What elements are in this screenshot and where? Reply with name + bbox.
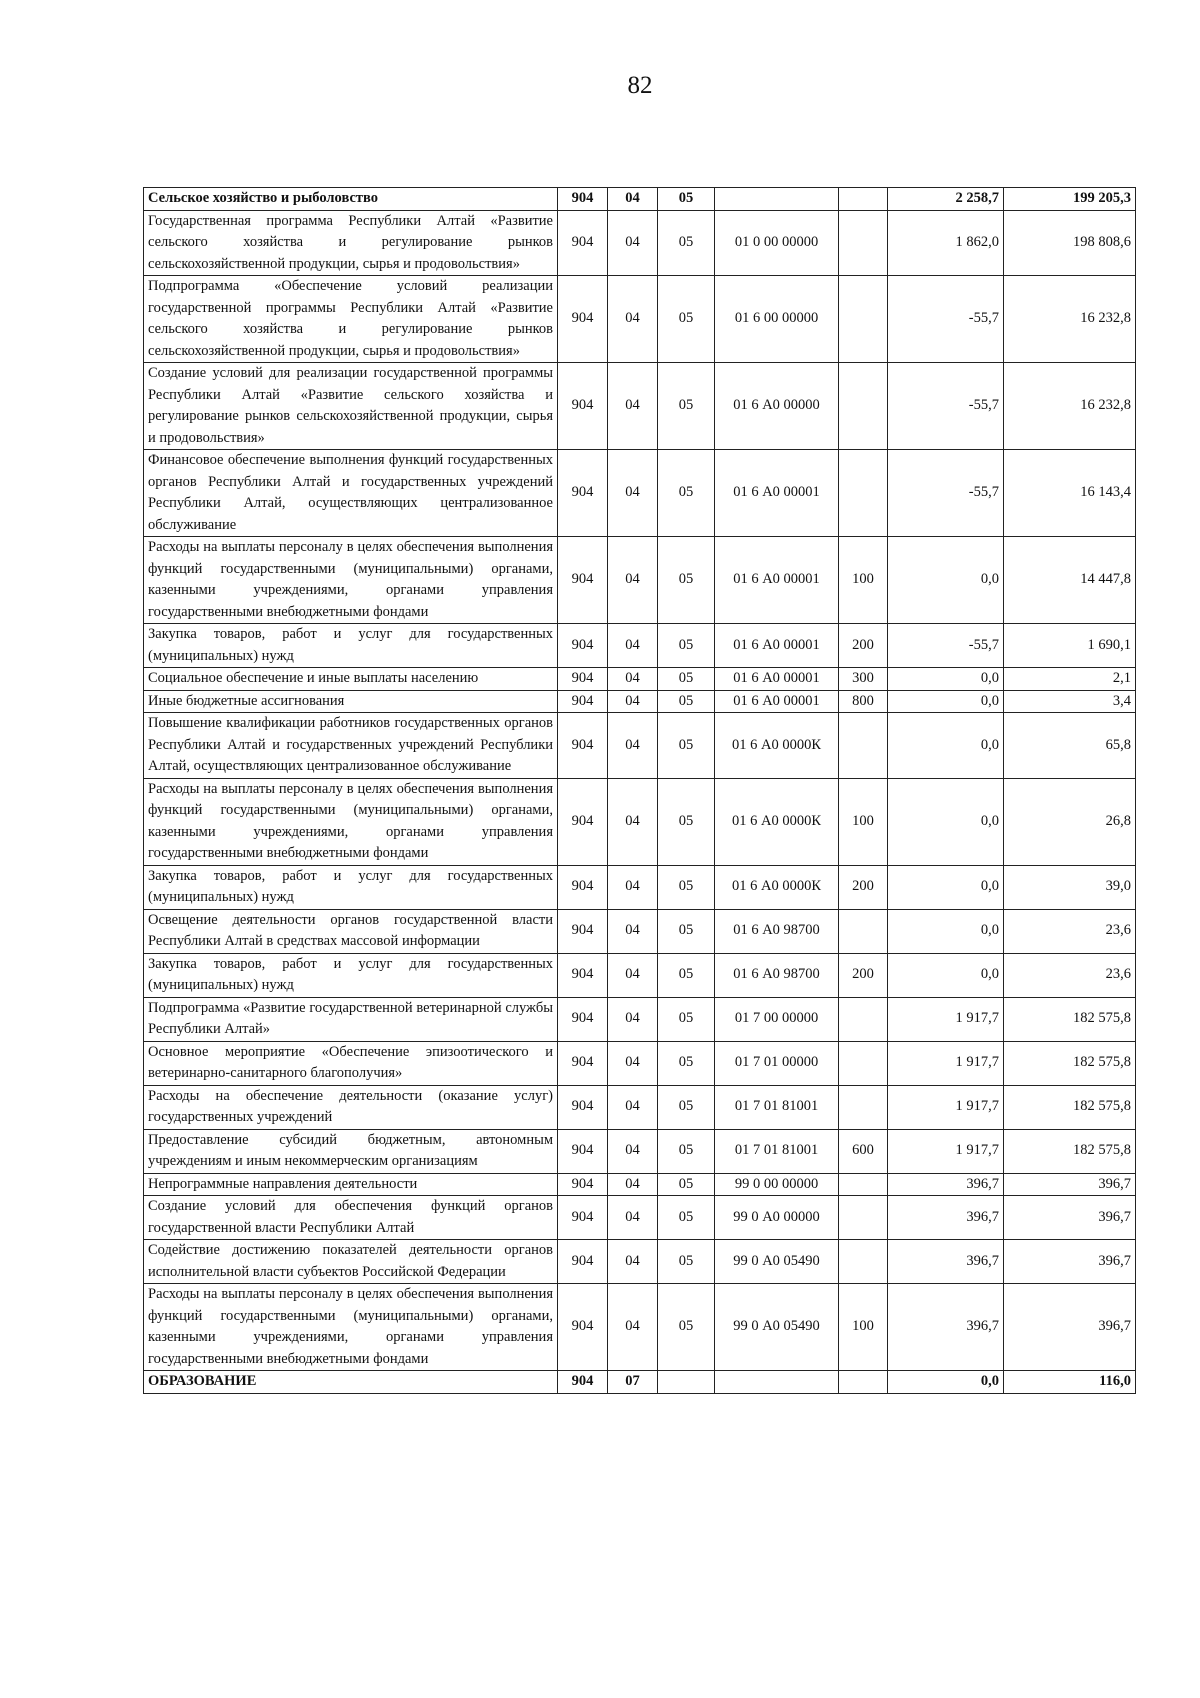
subsection-code: [658, 1371, 715, 1394]
ved-code: 904: [558, 450, 608, 537]
subsection-code: 05: [658, 1240, 715, 1284]
amount-total: 198 808,6: [1004, 210, 1136, 276]
amount-change: 1 917,7: [888, 997, 1004, 1041]
target-article-code: 01 6 А0 00001: [715, 450, 839, 537]
table-row: [144, 276, 1136, 363]
subsection-code: 05: [658, 450, 715, 537]
amount-total: 396,7: [1004, 1196, 1136, 1240]
amount-total: 26,8: [1004, 778, 1136, 865]
amount-total: 116,0: [1004, 1371, 1136, 1394]
ved-code: 904: [558, 668, 608, 691]
amount-total: 23,6: [1004, 909, 1136, 953]
amount-change: 0,0: [888, 668, 1004, 691]
amount-total: 199 205,3: [1004, 188, 1136, 211]
section-code: 04: [608, 1173, 658, 1196]
table-row: [144, 188, 1136, 211]
amount-change: 0,0: [888, 537, 1004, 624]
subsection-code: 05: [658, 865, 715, 909]
ved-code: 904: [558, 778, 608, 865]
ved-code: 904: [558, 953, 608, 997]
expense-type-code: 100: [839, 1284, 888, 1371]
section-code: 04: [608, 1196, 658, 1240]
target-article-code: 01 6 А0 00001: [715, 624, 839, 668]
budget-table: [143, 187, 1136, 1394]
subsection-code: 05: [658, 1129, 715, 1173]
subsection-code: 05: [658, 1041, 715, 1085]
ved-code: 904: [558, 1129, 608, 1173]
row-name: Создание условий для реализации государственной программы Республики Алтай «Развитие сельского хозяйства и регулирование рынков сельскохозяйственной продукции, сырья и продовольствия»: [144, 363, 558, 450]
subsection-code: 05: [658, 188, 715, 211]
section-code: 04: [608, 1240, 658, 1284]
row-name: Расходы на выплаты персоналу в целях обеспечения выполнения функций государственными (муниципальными) органами, казенными учреждениями, органами управления государственными внебюджетными фондами: [144, 1284, 558, 1371]
subsection-code: 05: [658, 778, 715, 865]
table-row: [144, 1371, 1136, 1394]
amount-change: 1 917,7: [888, 1129, 1004, 1173]
table-row: [144, 537, 1136, 624]
section-code: 04: [608, 909, 658, 953]
table-row: [144, 1196, 1136, 1240]
ved-code: 904: [558, 210, 608, 276]
row-name: Иные бюджетные ассигнования: [144, 690, 558, 713]
expense-type-code: [839, 713, 888, 779]
page-number: 82: [627, 72, 653, 99]
expense-type-code: 100: [839, 537, 888, 624]
ved-code: 904: [558, 865, 608, 909]
target-article-code: 01 7 01 81001: [715, 1129, 839, 1173]
amount-change: 396,7: [888, 1196, 1004, 1240]
section-code: 04: [608, 450, 658, 537]
amount-total: 14 447,8: [1004, 537, 1136, 624]
table-row: [144, 713, 1136, 779]
target-article-code: 99 0 А0 05490: [715, 1284, 839, 1371]
amount-total: 182 575,8: [1004, 997, 1136, 1041]
amount-total: 396,7: [1004, 1173, 1136, 1196]
target-article-code: 01 6 А0 00001: [715, 690, 839, 713]
subsection-code: 05: [658, 997, 715, 1041]
row-name: Закупка товаров, работ и услуг для государственных (муниципальных) нужд: [144, 865, 558, 909]
ved-code: 904: [558, 276, 608, 363]
amount-change: 0,0: [888, 713, 1004, 779]
row-name: Основное мероприятие «Обеспечение эпизоотического и ветеринарно-санитарного благополучия»: [144, 1041, 558, 1085]
subsection-code: 05: [658, 363, 715, 450]
expense-type-code: 200: [839, 865, 888, 909]
expense-type-code: [839, 210, 888, 276]
ved-code: 904: [558, 1371, 608, 1394]
expense-type-code: 100: [839, 778, 888, 865]
amount-change: 0,0: [888, 865, 1004, 909]
target-article-code: [715, 188, 839, 211]
target-article-code: 01 6 А0 00001: [715, 668, 839, 691]
amount-change: 396,7: [888, 1240, 1004, 1284]
amount-total: 1 690,1: [1004, 624, 1136, 668]
table-row: [144, 624, 1136, 668]
amount-change: 0,0: [888, 953, 1004, 997]
row-name: Содействие достижению показателей деятельности органов исполнительной власти субъектов Российской Федерации: [144, 1240, 558, 1284]
table-row: [144, 997, 1136, 1041]
ved-code: 904: [558, 690, 608, 713]
row-name: Закупка товаров, работ и услуг для государственных (муниципальных) нужд: [144, 624, 558, 668]
amount-total: 182 575,8: [1004, 1041, 1136, 1085]
table-row: [144, 690, 1136, 713]
amount-total: 182 575,8: [1004, 1129, 1136, 1173]
table-row: [144, 1129, 1136, 1173]
expense-type-code: 600: [839, 1129, 888, 1173]
row-name: Государственная программа Республики Алтай «Развитие сельского хозяйства и регулирование рынков сельскохозяйственной продукции, сырья и продовольствия»: [144, 210, 558, 276]
amount-change: 0,0: [888, 690, 1004, 713]
section-code: 04: [608, 1129, 658, 1173]
expense-type-code: 200: [839, 624, 888, 668]
target-article-code: 01 6 А0 98700: [715, 953, 839, 997]
table-row: [144, 1240, 1136, 1284]
expense-type-code: 800: [839, 690, 888, 713]
amount-change: 1 917,7: [888, 1041, 1004, 1085]
table-row: [144, 1173, 1136, 1196]
section-code: 04: [608, 1284, 658, 1371]
table-row: [144, 865, 1136, 909]
ved-code: 904: [558, 188, 608, 211]
table-row: [144, 210, 1136, 276]
ved-code: 904: [558, 713, 608, 779]
subsection-code: 05: [658, 690, 715, 713]
amount-change: 1 917,7: [888, 1085, 1004, 1129]
amount-total: 16 232,8: [1004, 276, 1136, 363]
table-row: [144, 953, 1136, 997]
row-name: Сельское хозяйство и рыболовство: [144, 188, 558, 211]
amount-change: -55,7: [888, 450, 1004, 537]
amount-change: -55,7: [888, 363, 1004, 450]
target-article-code: 99 0 А0 05490: [715, 1240, 839, 1284]
amount-total: 3,4: [1004, 690, 1136, 713]
subsection-code: 05: [658, 1196, 715, 1240]
expense-type-code: [839, 1041, 888, 1085]
table-row: [144, 1041, 1136, 1085]
subsection-code: 05: [658, 909, 715, 953]
section-code: 04: [608, 953, 658, 997]
amount-total: 396,7: [1004, 1284, 1136, 1371]
target-article-code: 01 0 00 00000: [715, 210, 839, 276]
amount-change: 0,0: [888, 909, 1004, 953]
row-name: Финансовое обеспечение выполнения функций государственных органов Республики Алтай и государственных учреждений Республики Алтай, осуществляющих централизованное обслуживание: [144, 450, 558, 537]
expense-type-code: [839, 1085, 888, 1129]
target-article-code: 01 6 А0 0000К: [715, 865, 839, 909]
section-code: 04: [608, 997, 658, 1041]
table-row: [144, 450, 1136, 537]
amount-change: 0,0: [888, 1371, 1004, 1394]
section-code: 04: [608, 537, 658, 624]
target-article-code: [715, 1371, 839, 1394]
expense-type-code: [839, 1196, 888, 1240]
target-article-code: 01 6 А0 0000К: [715, 778, 839, 865]
amount-total: 16 232,8: [1004, 363, 1136, 450]
table-row: [144, 909, 1136, 953]
ved-code: 904: [558, 997, 608, 1041]
expense-type-code: [839, 450, 888, 537]
section-code: 04: [608, 188, 658, 211]
amount-total: 39,0: [1004, 865, 1136, 909]
ved-code: 904: [558, 1085, 608, 1129]
ved-code: 904: [558, 1173, 608, 1196]
target-article-code: 01 7 00 00000: [715, 997, 839, 1041]
budget-table-body: [144, 188, 1136, 1394]
expense-type-code: 200: [839, 953, 888, 997]
ved-code: 904: [558, 624, 608, 668]
table-row: [144, 668, 1136, 691]
ved-code: 904: [558, 1240, 608, 1284]
amount-total: 396,7: [1004, 1240, 1136, 1284]
subsection-code: 05: [658, 1085, 715, 1129]
expense-type-code: [839, 188, 888, 211]
row-name: Подпрограмма «Обеспечение условий реализации государственной программы Республики Алтай «Развитие сельского хозяйства и регулирование рынков сельскохозяйственной продукции, сырья и продовольствия»: [144, 276, 558, 363]
amount-change: -55,7: [888, 624, 1004, 668]
row-name: Освещение деятельности органов государственной власти Республики Алтай в средствах массовой информации: [144, 909, 558, 953]
section-code: 04: [608, 778, 658, 865]
amount-total: 16 143,4: [1004, 450, 1136, 537]
amount-total: 2,1: [1004, 668, 1136, 691]
row-name: Расходы на обеспечение деятельности (оказание услуг) государственных учреждений: [144, 1085, 558, 1129]
subsection-code: 05: [658, 668, 715, 691]
amount-change: 396,7: [888, 1284, 1004, 1371]
expense-type-code: [839, 1240, 888, 1284]
row-name: Повышение квалификации работников государственных органов Республики Алтай и государственных учреждений Республики Алтай, осуществляющих централизованное обслуживание: [144, 713, 558, 779]
section-code: 07: [608, 1371, 658, 1394]
target-article-code: 01 6 А0 00001: [715, 537, 839, 624]
ved-code: 904: [558, 1041, 608, 1085]
section-code: 04: [608, 276, 658, 363]
section-code: 04: [608, 363, 658, 450]
amount-total: 65,8: [1004, 713, 1136, 779]
amount-change: 0,0: [888, 778, 1004, 865]
section-code: 04: [608, 624, 658, 668]
section-code: 04: [608, 690, 658, 713]
row-name: ОБРАЗОВАНИЕ: [144, 1371, 558, 1394]
ved-code: 904: [558, 1284, 608, 1371]
amount-total: 182 575,8: [1004, 1085, 1136, 1129]
row-name: Создание условий для обеспечения функций органов государственной власти Республики Алтай: [144, 1196, 558, 1240]
subsection-code: 05: [658, 1173, 715, 1196]
subsection-code: 05: [658, 537, 715, 624]
ved-code: 904: [558, 537, 608, 624]
expense-type-code: [839, 276, 888, 363]
amount-change: -55,7: [888, 276, 1004, 363]
target-article-code: 01 7 01 81001: [715, 1085, 839, 1129]
target-article-code: 01 6 А0 0000К: [715, 713, 839, 779]
amount-change: 396,7: [888, 1173, 1004, 1196]
subsection-code: 05: [658, 953, 715, 997]
target-article-code: 01 7 01 00000: [715, 1041, 839, 1085]
row-name: Расходы на выплаты персоналу в целях обеспечения выполнения функций государственными (муниципальными) органами, казенными учреждениями, органами управления государственными внебюджетными фондами: [144, 778, 558, 865]
row-name: Подпрограмма «Развитие государственной ветеринарной службы Республики Алтай»: [144, 997, 558, 1041]
subsection-code: 05: [658, 713, 715, 779]
target-article-code: 99 0 00 00000: [715, 1173, 839, 1196]
section-code: 04: [608, 865, 658, 909]
table-row: [144, 778, 1136, 865]
expense-type-code: [839, 363, 888, 450]
expense-type-code: [839, 997, 888, 1041]
subsection-code: 05: [658, 1284, 715, 1371]
row-name: Социальное обеспечение и иные выплаты населению: [144, 668, 558, 691]
section-code: 04: [608, 668, 658, 691]
expense-type-code: [839, 1371, 888, 1394]
row-name: Закупка товаров, работ и услуг для государственных (муниципальных) нужд: [144, 953, 558, 997]
row-name: Расходы на выплаты персоналу в целях обеспечения выполнения функций государственными (муниципальными) органами, казенными учреждениями, органами управления государственными внебюджетными фондами: [144, 537, 558, 624]
target-article-code: 01 6 А0 98700: [715, 909, 839, 953]
table-row: [144, 1085, 1136, 1129]
amount-total: 23,6: [1004, 953, 1136, 997]
target-article-code: 01 6 А0 00000: [715, 363, 839, 450]
target-article-code: 01 6 00 00000: [715, 276, 839, 363]
ved-code: 904: [558, 1196, 608, 1240]
section-code: 04: [608, 210, 658, 276]
table-row: [144, 363, 1136, 450]
section-code: 04: [608, 713, 658, 779]
expense-type-code: 300: [839, 668, 888, 691]
row-name: Непрограммные направления деятельности: [144, 1173, 558, 1196]
amount-change: 2 258,7: [888, 188, 1004, 211]
ved-code: 904: [558, 363, 608, 450]
expense-type-code: [839, 909, 888, 953]
section-code: 04: [608, 1085, 658, 1129]
subsection-code: 05: [658, 276, 715, 363]
subsection-code: 05: [658, 210, 715, 276]
table-row: [144, 1284, 1136, 1371]
subsection-code: 05: [658, 624, 715, 668]
row-name: Предоставление субсидий бюджетным, автономным учреждениям и иным некоммерческим организациям: [144, 1129, 558, 1173]
ved-code: 904: [558, 909, 608, 953]
target-article-code: 99 0 А0 00000: [715, 1196, 839, 1240]
amount-change: 1 862,0: [888, 210, 1004, 276]
section-code: 04: [608, 1041, 658, 1085]
expense-type-code: [839, 1173, 888, 1196]
